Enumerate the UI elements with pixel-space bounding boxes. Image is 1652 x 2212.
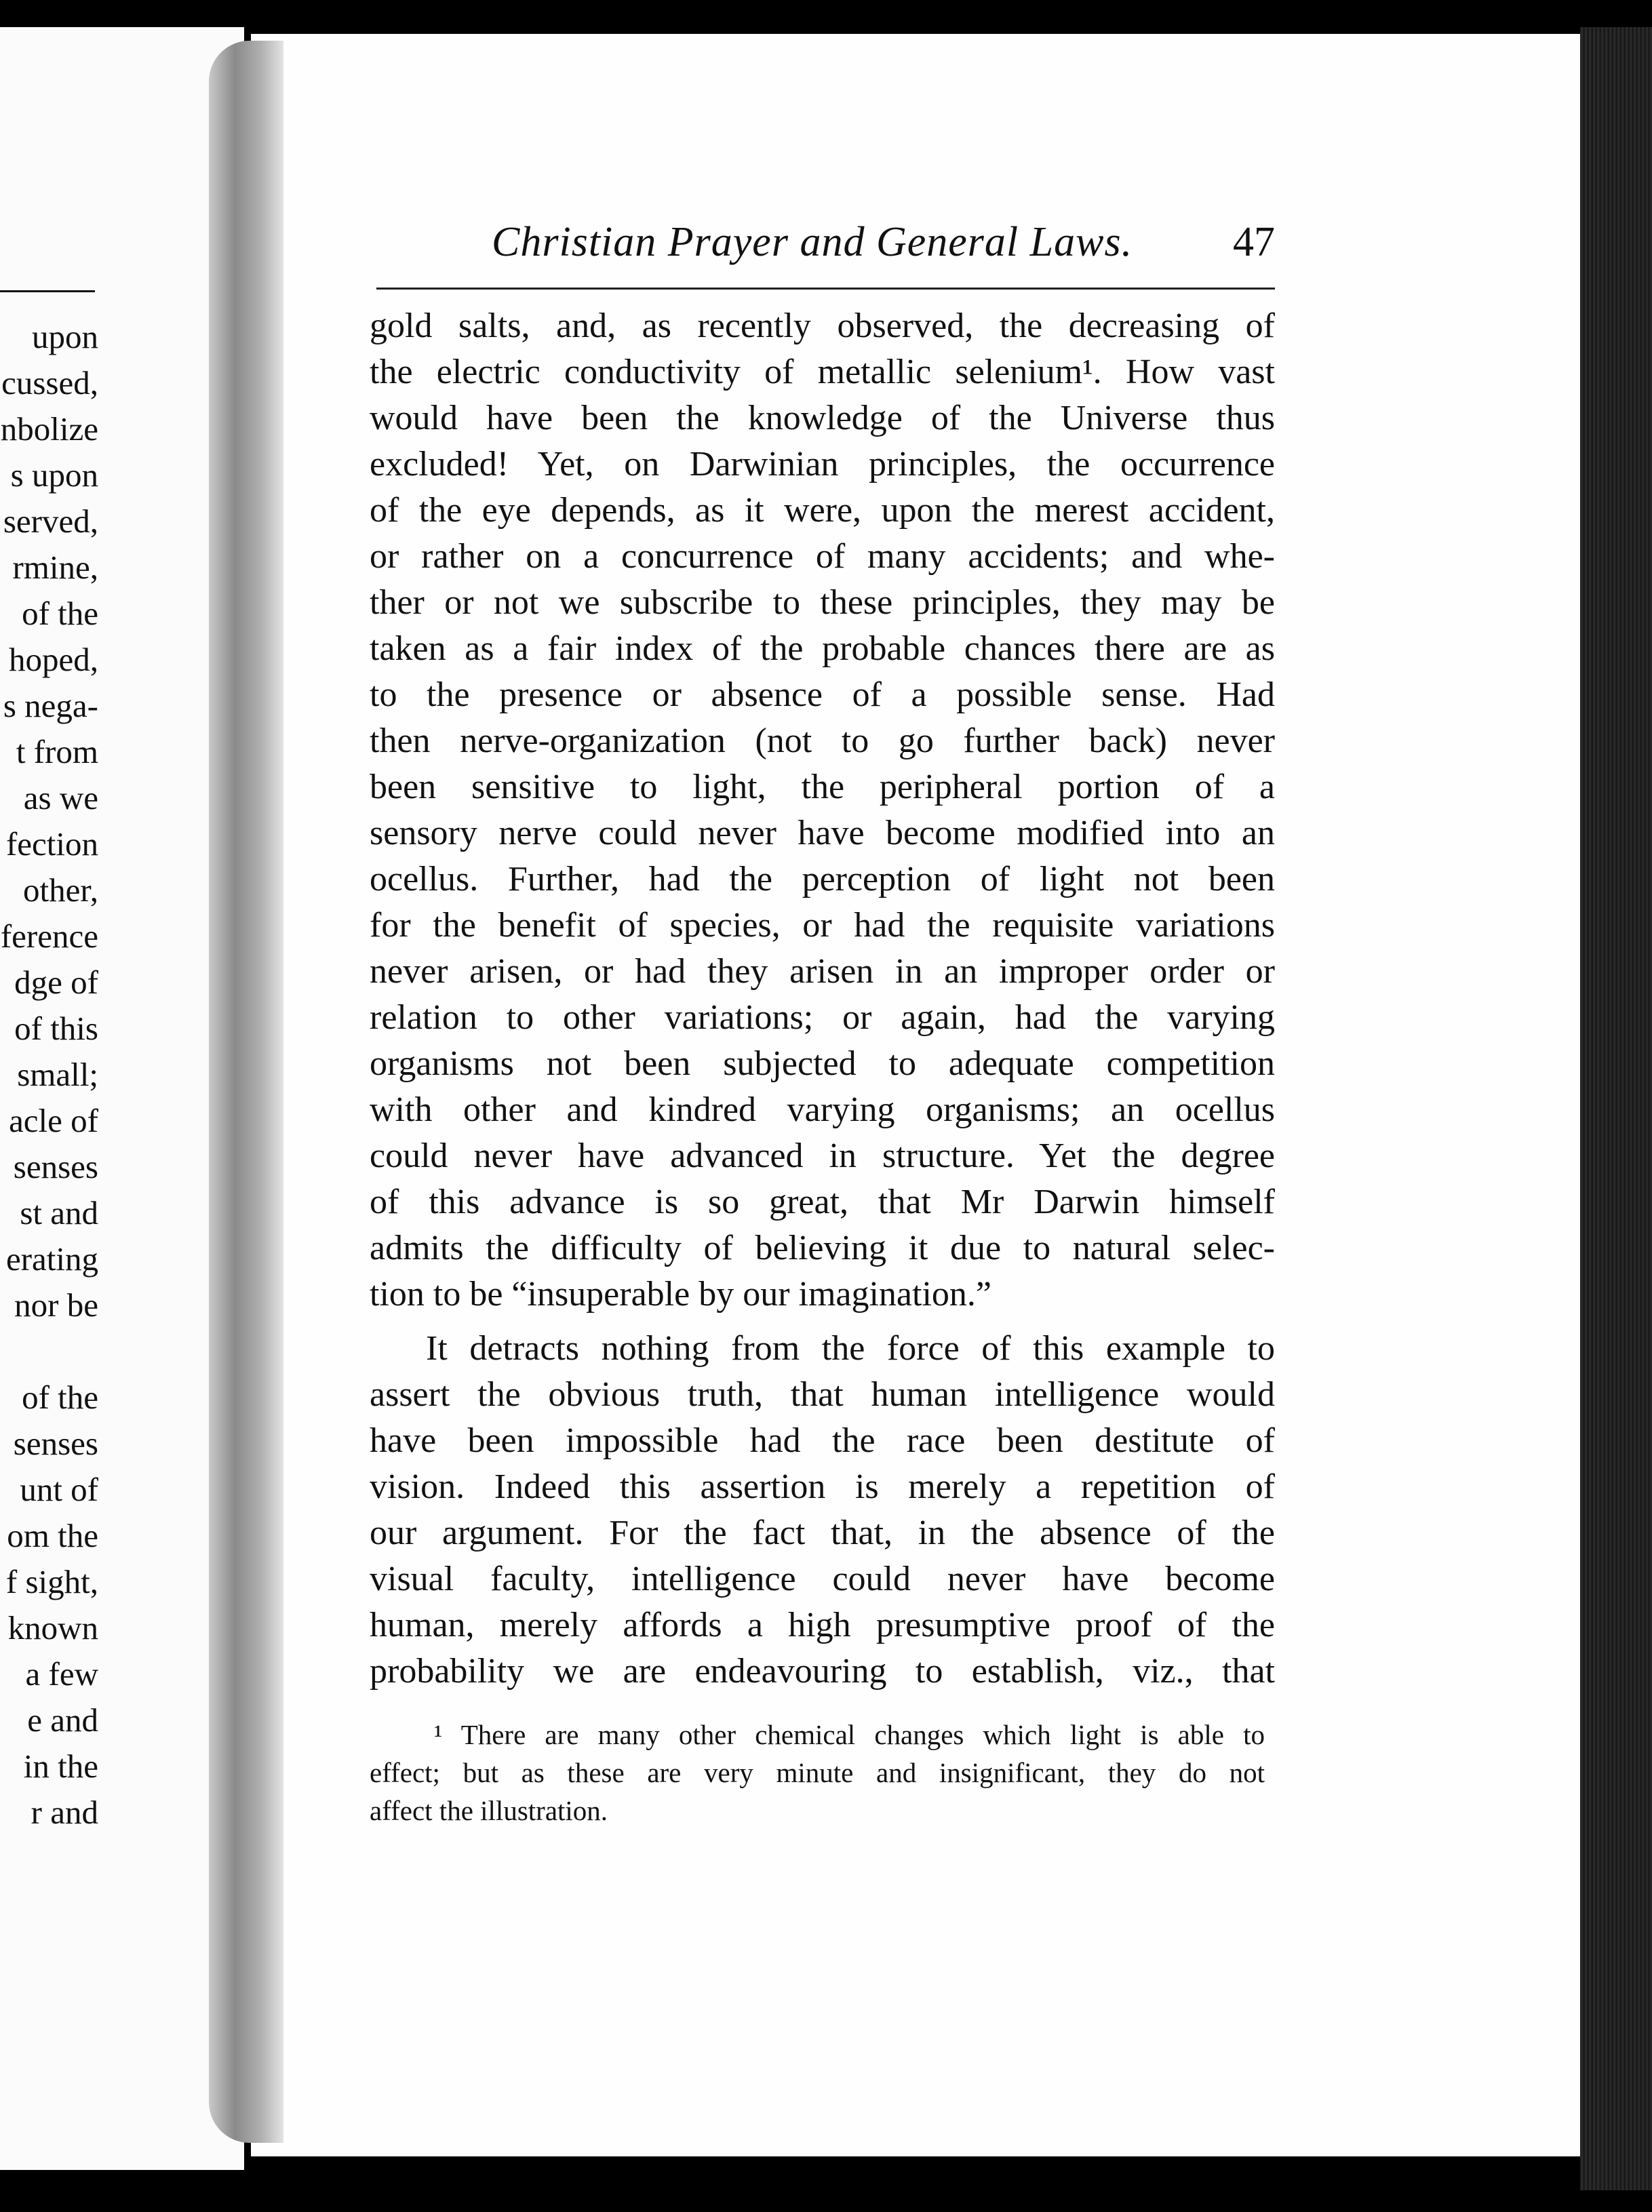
body-line: tion to be “insuperable by our imagination.” — [370, 1275, 991, 1314]
body-line: then nerve-organization (not to go further back) never — [370, 722, 1275, 760]
body-line: or rather on a concurrence of many accidents; and whe- — [370, 537, 1275, 576]
body-line: human, merely affords a high presumptive proof of the — [370, 1606, 1275, 1644]
body-line: assert the obvious truth, that human intelligence would — [370, 1375, 1275, 1414]
running-title: Christian Prayer and General Laws. — [492, 219, 1133, 265]
body-line: never arisen, or had they arisen in an improper order or — [370, 952, 1275, 991]
left-line: a few — [25, 1655, 98, 1693]
left-line: t from — [16, 733, 98, 770]
left-line: erating — [5, 1240, 98, 1278]
body-line: would have been the knowledge of the Universe thus — [370, 399, 1275, 437]
left-page — [0, 27, 244, 2170]
left-page-rule — [0, 290, 95, 292]
body-line: admits the difficulty of believing it due to natural selec- — [370, 1229, 1275, 1267]
body-line: ocellus. Further, had the perception of light not been — [370, 860, 1275, 898]
body-line: been sensitive to light, the peripheral portion of a — [370, 768, 1275, 806]
header-rule — [376, 288, 1275, 290]
body-line: could never have advanced in structure. Yet the degree — [370, 1137, 1275, 1175]
left-line: acle of — [9, 1102, 98, 1139]
left-line: in the — [23, 1747, 98, 1785]
left-line: upon — [32, 318, 98, 355]
body-line: vision. Indeed this assertion is merely a repetition of — [370, 1467, 1275, 1506]
left-line: cussed, — [1, 364, 98, 401]
page-edge — [1580, 27, 1652, 2190]
left-line: small; — [17, 1056, 98, 1093]
body-line: taken as a fair index of the probable chances there are as — [370, 629, 1275, 668]
book-gutter — [209, 41, 283, 2143]
footnote-line: ¹ There are many other chemical changes which light is able to — [434, 1719, 1265, 1750]
body-line: of the eye depends, as it were, upon the merest accident, — [370, 491, 1275, 530]
body-line: visual faculty, intelligence could never have become — [370, 1560, 1275, 1598]
body-line: with other and kindred varying organisms; an ocellus — [370, 1090, 1275, 1129]
left-line: s nega- — [3, 687, 98, 724]
body-line: It detracts nothing from the force of this example to — [426, 1329, 1275, 1368]
left-line: senses — [13, 1425, 98, 1462]
body-line: of this advance is so great, that Mr Darwin himself — [370, 1183, 1275, 1221]
left-line: of the — [22, 1379, 98, 1416]
left-line: om the — [7, 1517, 98, 1554]
body-line: relation to other variations; or again, had the varying — [370, 998, 1275, 1037]
body-line: to the presence or absence of a possible sense. Had — [370, 675, 1275, 714]
footnote-line: affect the illustration. — [370, 1795, 608, 1826]
left-line: as we — [23, 779, 98, 816]
body-line: sensory nerve could never have become modified into an — [370, 814, 1275, 852]
footnote-line: effect; but as these are very minute and insignificant, they do not — [370, 1757, 1265, 1788]
left-line: hoped, — [9, 641, 98, 678]
left-line: f sight, — [5, 1563, 98, 1600]
body-line: our argument. For the fact that, in the absence of the — [370, 1514, 1275, 1552]
body-line: ther or not we subscribe to these principles, they may be — [370, 583, 1275, 622]
left-line: known — [7, 1609, 98, 1646]
left-line: served, — [3, 502, 98, 540]
body-line: organisms not been subjected to adequate competition — [370, 1044, 1275, 1083]
left-line: ference — [0, 917, 98, 955]
left-line: of this — [14, 1010, 98, 1047]
left-line: fection — [5, 825, 98, 863]
left-line: e and — [27, 1701, 98, 1739]
body-line: the electric conductivity of metallic selenium¹. How vast — [370, 353, 1275, 391]
body-line: for the benefit of species, or had the requisite variations — [370, 906, 1275, 945]
left-line: r and — [31, 1794, 98, 1831]
left-line: nbolize — [0, 410, 98, 448]
body-line: excluded! Yet, on Darwinian principles, the occurrence — [370, 445, 1275, 483]
page-number: 47 — [1233, 219, 1275, 265]
left-line: dge of — [14, 964, 98, 1001]
left-line: other, — [23, 871, 98, 909]
left-line: unt of — [20, 1471, 98, 1508]
left-line: st and — [20, 1194, 98, 1231]
left-line: of the — [22, 595, 98, 632]
left-line: s upon — [10, 456, 98, 494]
body-line: probability we are endeavouring to establish, viz., that — [370, 1652, 1275, 1691]
left-line: senses — [13, 1148, 98, 1185]
left-line: nor be — [14, 1286, 98, 1324]
body-line: gold salts, and, as recently observed, the decreasing of — [370, 307, 1275, 345]
body-line: have been impossible had the race been destitute of — [370, 1421, 1275, 1460]
left-line: rmine, — [12, 549, 98, 586]
